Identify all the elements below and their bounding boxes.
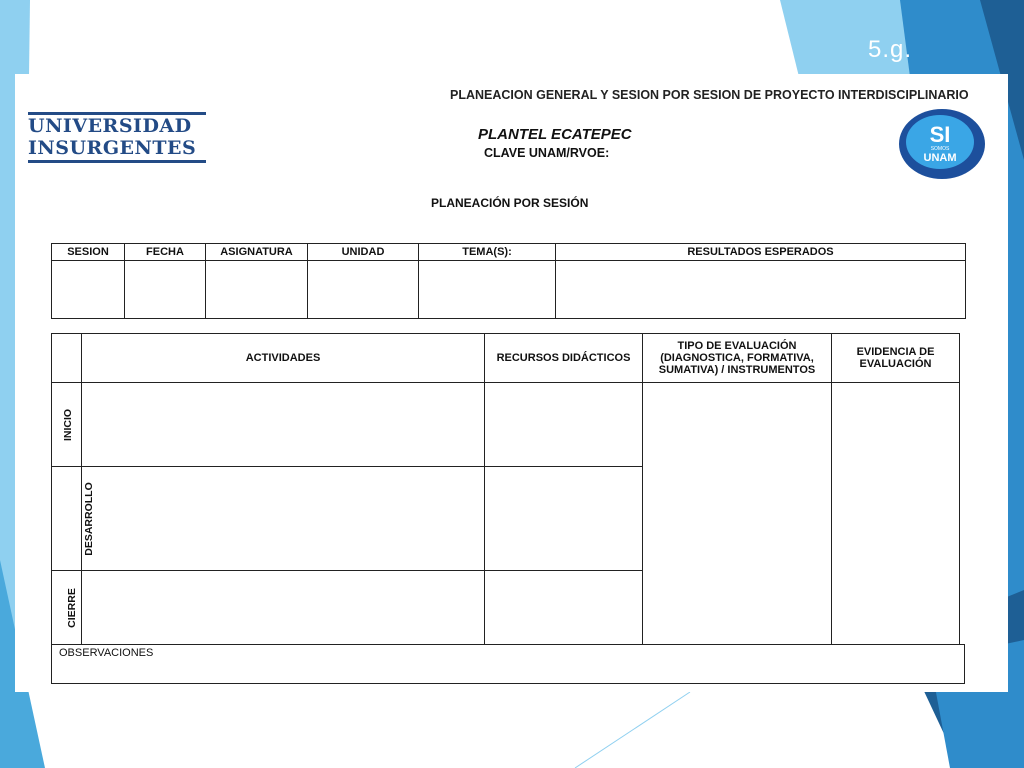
- activities-header-row: [52, 334, 960, 383]
- desarrollo-recursos-cell: [485, 467, 643, 571]
- tipo-evaluacion-line-1: TIPO DE EVALUACIÓN: [677, 340, 797, 352]
- section-title: PLANEACIÓN POR SESIÓN: [431, 196, 589, 210]
- tipo-evaluacion-cell: [643, 383, 832, 645]
- header-evidencia: [832, 334, 960, 383]
- header-asignatura: ASIGNATURA: [206, 244, 308, 261]
- observations-cell: [52, 645, 965, 684]
- header-phase-blank: [52, 334, 82, 383]
- activities-row-inicio: [52, 383, 960, 467]
- session-table: [51, 243, 966, 319]
- logo-unam-text: UNAM: [923, 152, 957, 164]
- cierre-actividades-cell: [82, 571, 485, 645]
- header-sesion: SESION: [52, 244, 125, 261]
- header-temas: TEMA(S):: [419, 244, 556, 261]
- header-actividades: ACTIVIDADES: [82, 334, 485, 383]
- activities-table: [51, 333, 960, 645]
- header-resultados-esperados: RESULTADOS ESPERADOS: [556, 244, 966, 261]
- header-fecha: FECHA: [125, 244, 206, 261]
- header-unidad: UNIDAD: [308, 244, 419, 261]
- logo-bottom-rule: [28, 160, 206, 163]
- cell-fecha: [125, 261, 206, 319]
- session-table-blank-row: [52, 261, 966, 319]
- logo-si-text: SI: [929, 122, 951, 147]
- logo-line-2: INSURGENTES: [28, 137, 197, 159]
- thin-accent-line: [575, 692, 690, 768]
- inicio-recursos-cell: [485, 383, 643, 467]
- tipo-evaluacion-line-2: (DIAGNOSTICA, FORMATIVA,: [660, 352, 814, 364]
- phase-label-cell-cierre: [52, 571, 82, 645]
- slide-number: 5.g.: [868, 36, 913, 63]
- evidencia-cell: [832, 383, 960, 645]
- cell-unidad: [308, 261, 419, 319]
- evidencia-line-1: EVIDENCIA DE: [856, 346, 935, 358]
- session-table-header-row: [52, 244, 966, 261]
- evidencia-line-2: EVALUACIÓN: [859, 358, 932, 370]
- si-somos-unam-logo: [896, 104, 986, 182]
- header-recursos: RECURSOS DIDÁCTICOS: [485, 334, 643, 383]
- clave-label: CLAVE UNAM/RVOE:: [484, 146, 610, 160]
- document-title: PLANEACION GENERAL Y SESION POR SESION DE PROYECTO INTERDISCIPLINARIO: [450, 88, 969, 102]
- cell-sesion: [52, 261, 125, 319]
- cell-temas: [419, 261, 556, 319]
- logo-somos-text: SOMOS: [930, 146, 950, 152]
- phase-label-desarrollo: DESARROLLO: [82, 481, 95, 556]
- tipo-evaluacion-line-3: SUMATIVA) / INSTRUMENTOS: [658, 364, 816, 376]
- phase-label-inicio: INICIO: [62, 408, 75, 441]
- cell-asignatura: [206, 261, 308, 319]
- logo-line-1: UNIVERSIDAD: [28, 115, 192, 137]
- universidad-insurgentes-logo: [28, 112, 206, 163]
- cierre-recursos-cell: [485, 571, 643, 645]
- header-tipo-evaluacion: [643, 334, 832, 383]
- cell-resultados: [556, 261, 966, 319]
- phase-label-cell-inicio: [52, 383, 82, 467]
- phase-label-cell-desarrollo: [52, 467, 95, 571]
- phase-label-cierre: CIERRE: [65, 587, 78, 628]
- observations-table: [51, 644, 965, 684]
- inicio-actividades-cell: [82, 383, 485, 467]
- observations-label: OBSERVACIONES: [59, 647, 154, 659]
- planning-form-document: [15, 74, 1008, 692]
- desarrollo-actividades-cell: [82, 467, 485, 571]
- observations-row: [52, 645, 965, 684]
- plantel-name: PLANTEL ECATEPEC: [478, 126, 632, 143]
